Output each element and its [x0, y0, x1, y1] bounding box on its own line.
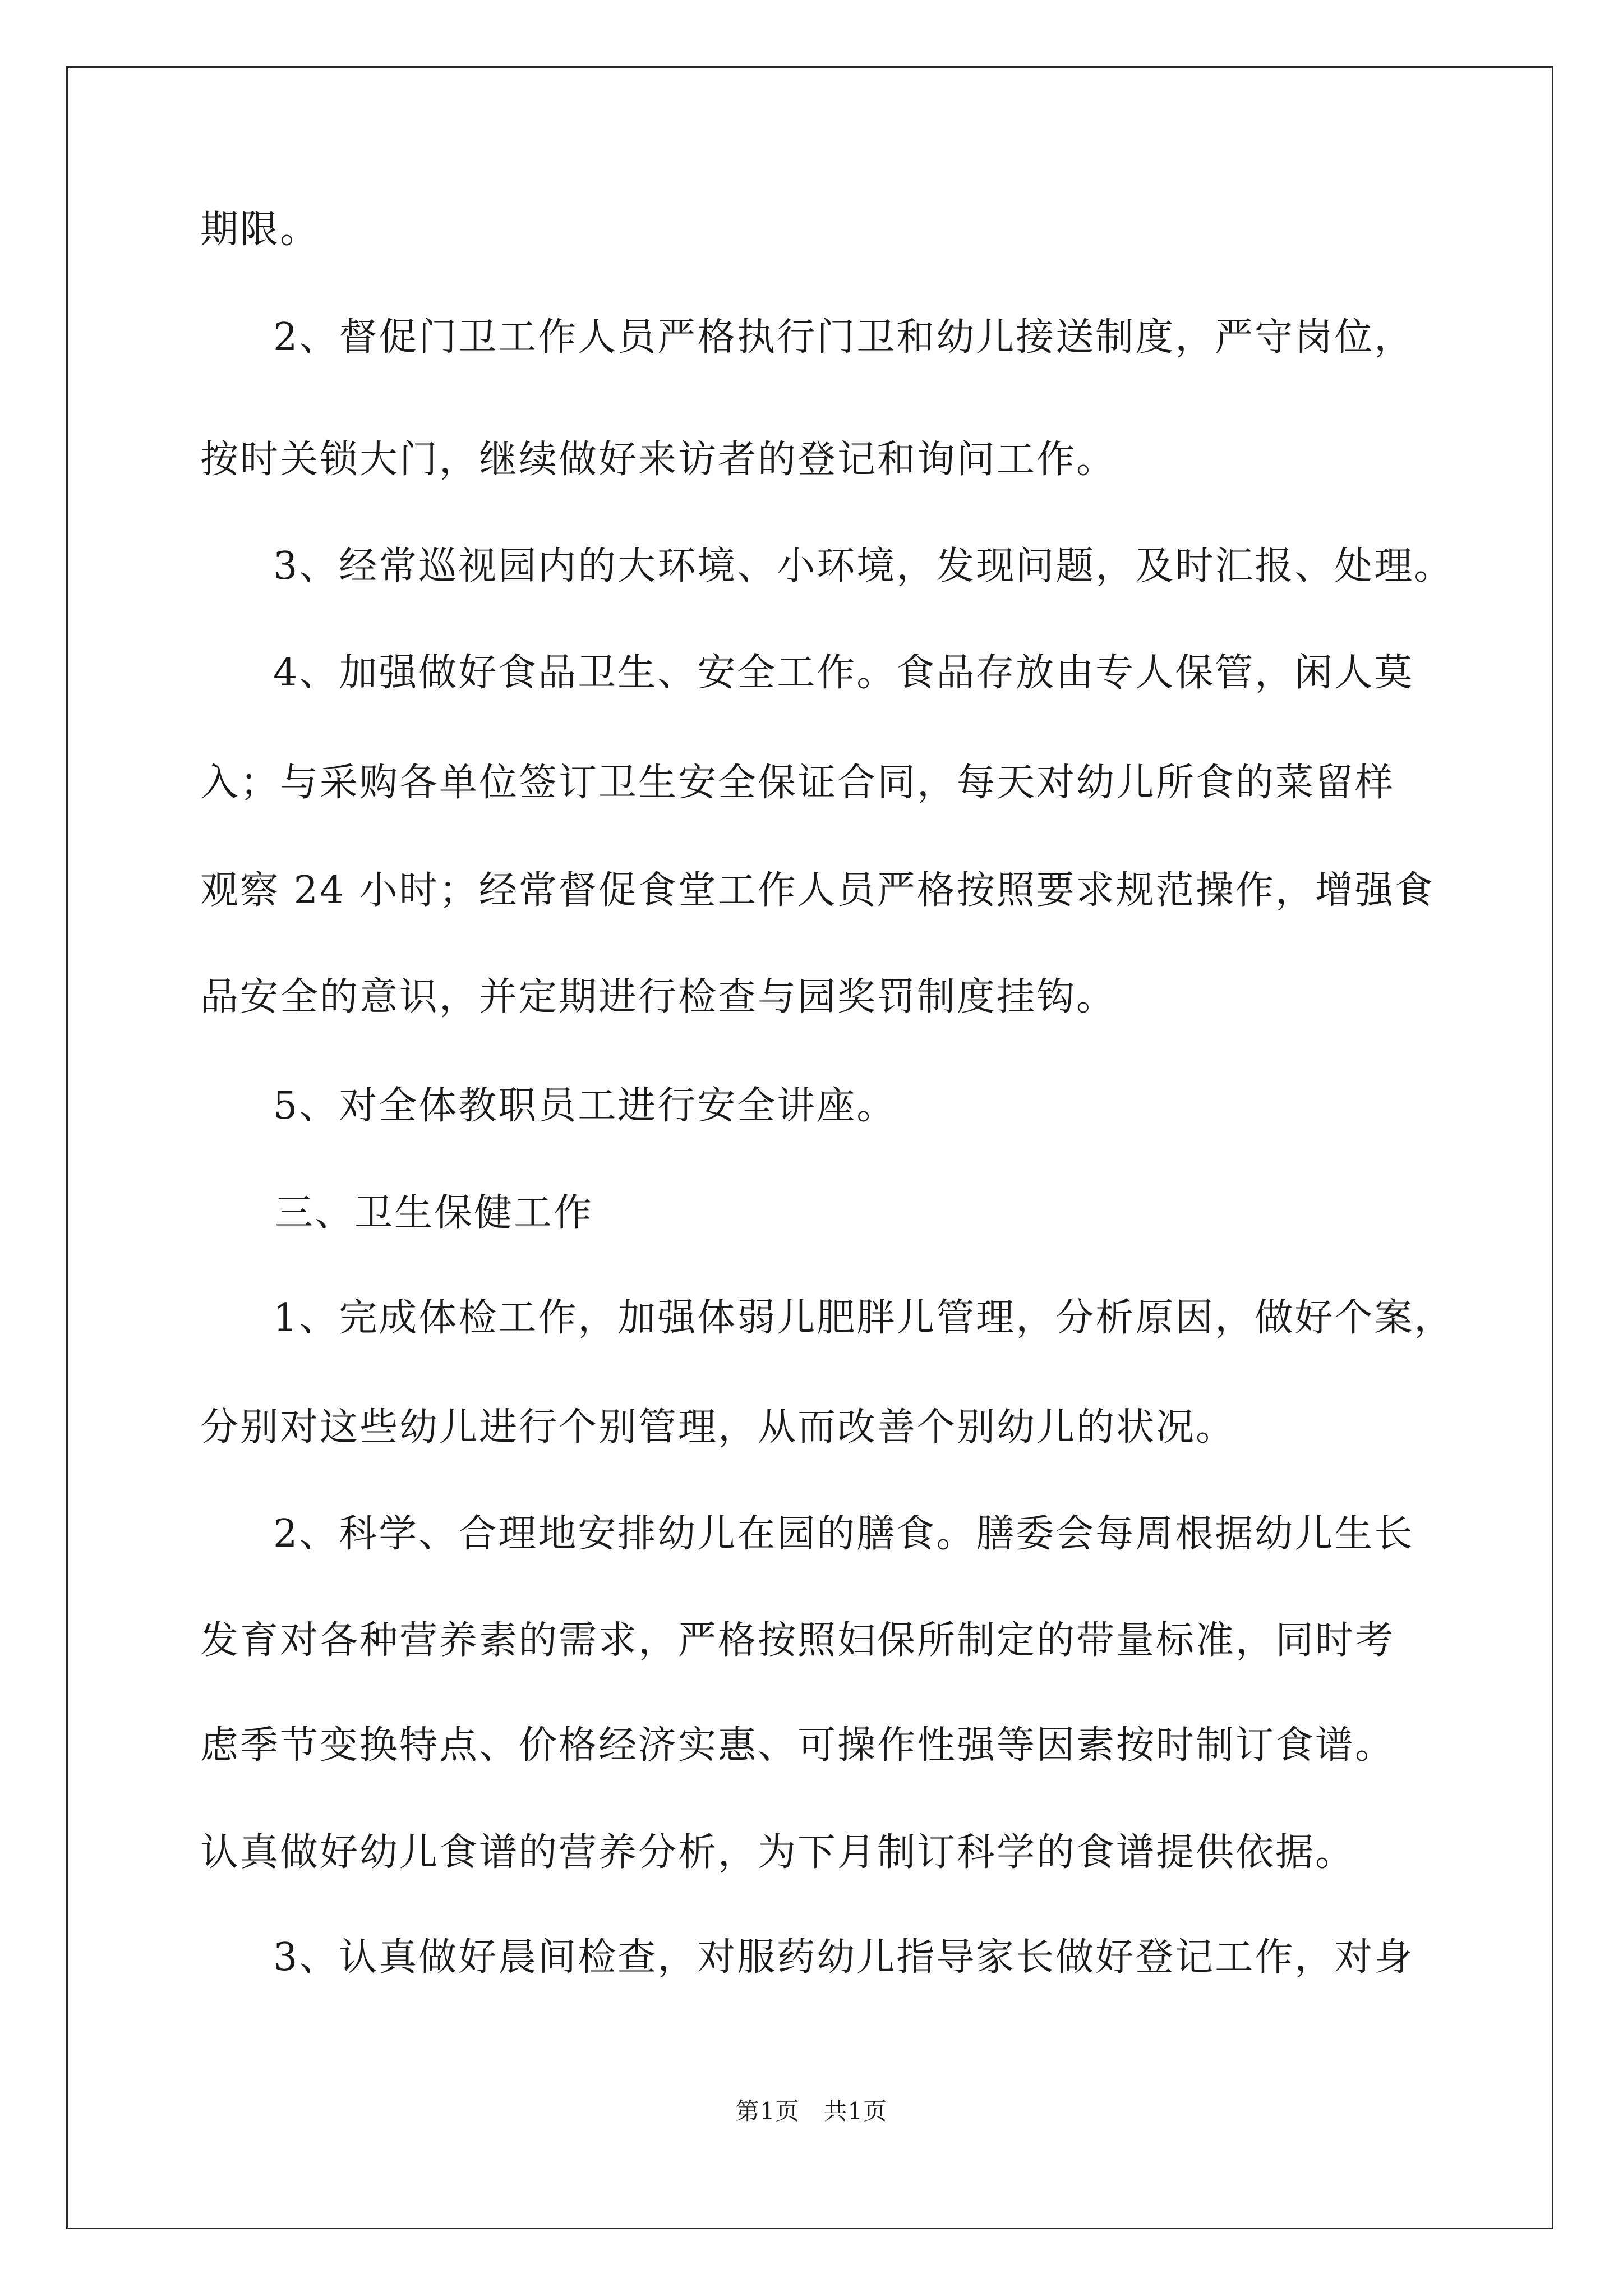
- text-line-16: 认真做好幼儿食谱的营养分析，为下月制订科学的食谱提供依据。: [200, 1830, 1355, 1875]
- text-line-7: 观察 24 小时；经常督促食堂工作人员严格按照要求规范操作，增强食: [200, 868, 1435, 913]
- text-line-15: 虑季节变换特点、价格经济实惠、可操作性强等因素按时制订食谱。: [200, 1723, 1395, 1768]
- text-line-14: 发育对各种营养素的需求，严格按照妇保所制定的带量标准，同时考: [200, 1618, 1395, 1663]
- text-line-3: 按时关锁大门，继续做好来访者的登记和询问工作。: [200, 438, 1117, 482]
- text-line-13: 2、科学、合理地安排幼儿在园的膳食。膳委会每周根据幼儿生长: [273, 1512, 1414, 1556]
- text-line-11: 1、完成体检工作，加强体弱儿肥胖儿管理，分析原因，做好个案，: [273, 1296, 1454, 1340]
- text-line-8: 品安全的意识，并定期进行检查与园奖罚制度挂钩。: [200, 975, 1117, 1019]
- text-line-12: 分别对这些幼儿进行个别管理，从而改善个别幼儿的状况。: [200, 1405, 1236, 1450]
- text-line-5: 4、加强做好食品卫生、安全工作。食品存放由专人保管，闲人莫: [273, 651, 1414, 695]
- text-line-6: 入；与采购各单位签订卫生安全保证合同，每天对幼儿所食的菜留样: [200, 761, 1395, 805]
- text-line-17: 3、认真做好晨间检查，对服药幼儿指导家长做好登记工作，对身: [273, 1935, 1414, 1980]
- page-number: 第1页 共1页: [735, 2097, 888, 2125]
- text-line-2: 2、督促门卫工作人员严格执行门卫和幼儿接送制度，严守岗位，: [273, 315, 1414, 360]
- section-heading: 三、卫生保健工作: [275, 1191, 594, 1235]
- text-line-9: 5、对全体教职员工进行安全讲座。: [273, 1084, 897, 1128]
- page-border: [66, 66, 1553, 2229]
- text-line-1: 期限。: [200, 208, 320, 252]
- text-line-4: 3、经常巡视园内的大环境、小环境，发现问题，及时汇报、处理。: [273, 544, 1454, 588]
